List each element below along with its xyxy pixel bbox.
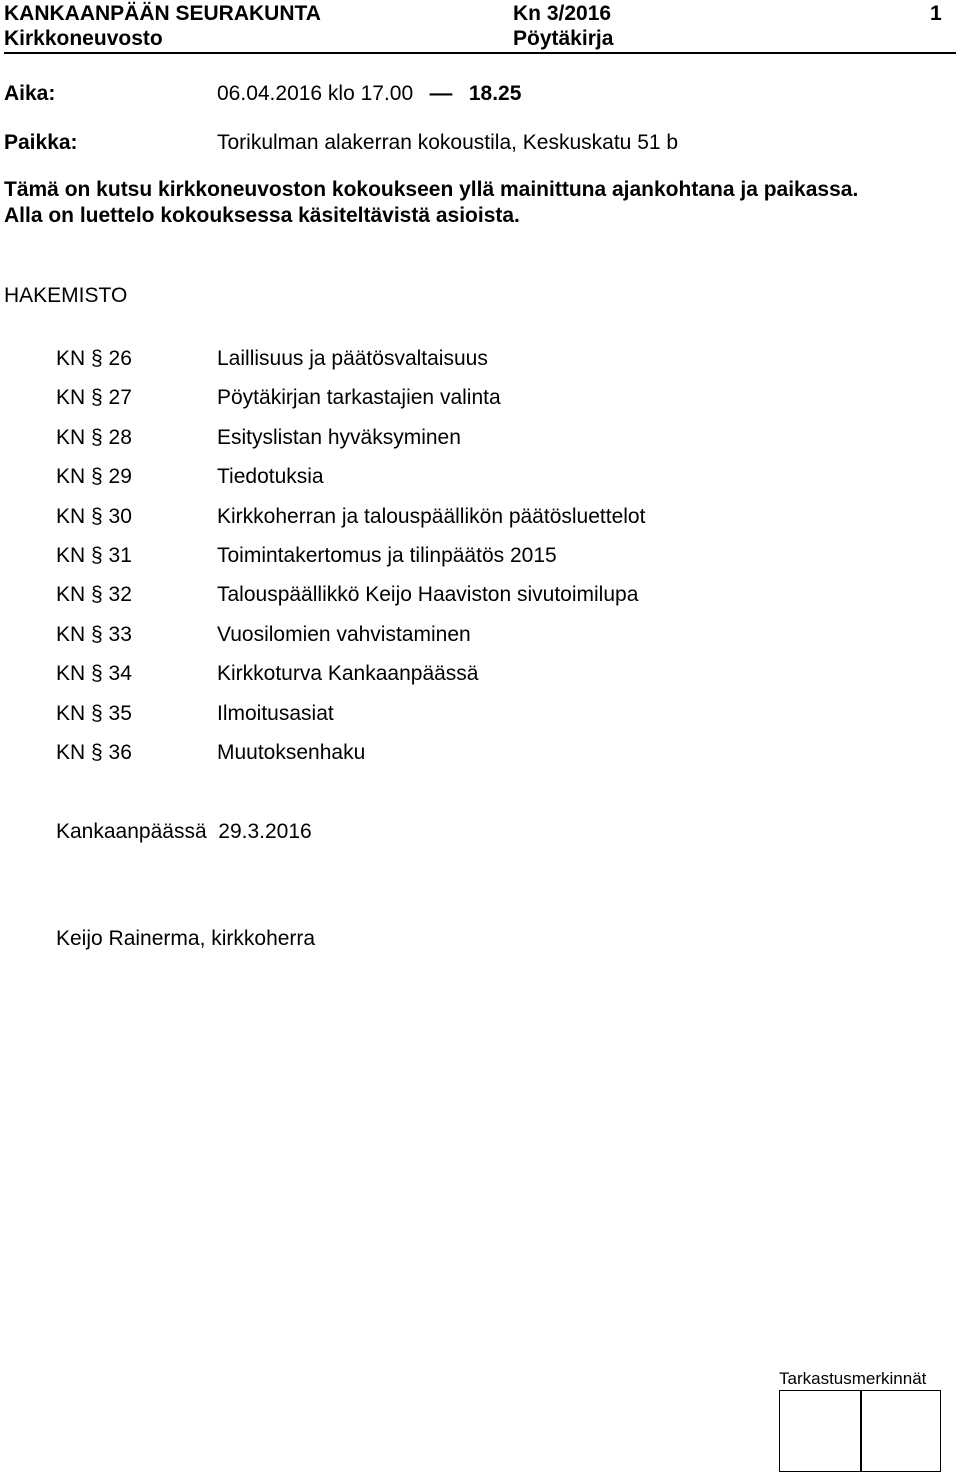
place-date: Kankaanpäässä 29.3.2016 bbox=[56, 820, 312, 843]
page-number: 1 bbox=[930, 2, 942, 25]
agenda-item-number: KN § 27 bbox=[56, 386, 132, 410]
agenda-item bbox=[56, 347, 936, 375]
index-heading: HAKEMISTO bbox=[4, 284, 128, 307]
time-end: 18.25 bbox=[468, 82, 522, 105]
agenda-item-title: Tiedotuksia bbox=[217, 465, 324, 489]
agenda-item bbox=[56, 583, 936, 611]
intro-line-2: Alla on luettelo kokouksessa käsiteltävistä asioista. bbox=[4, 204, 520, 227]
agenda-item bbox=[56, 505, 936, 533]
agenda-item-title: Muutoksenhaku bbox=[217, 741, 366, 764]
header-rule bbox=[4, 52, 956, 54]
agenda-item-title: Kirkkoturva Kankaanpäässä bbox=[217, 662, 479, 686]
agenda-item-number: KN § 32 bbox=[56, 583, 132, 607]
agenda-item-title: Toimintakertomus ja tilinpäätös 2015 bbox=[217, 544, 557, 567]
agenda-item bbox=[56, 741, 936, 769]
agenda-item-title: Talouspäällikkö Keijo Haaviston sivutoimilupa bbox=[217, 583, 639, 607]
agenda-item-title: Esityslistan hyväksyminen bbox=[217, 425, 461, 449]
agenda-item bbox=[56, 662, 936, 690]
agenda-item-number: KN § 29 bbox=[56, 465, 132, 489]
agenda-item-title: Pöytäkirjan tarkastajien valinta bbox=[217, 386, 501, 410]
agenda-item bbox=[56, 702, 936, 730]
agenda-item-title: Ilmoitusasiat bbox=[217, 701, 334, 725]
agenda-item-title: Kirkkoherran ja talouspäällikön päätösluettelot bbox=[217, 504, 646, 528]
agenda-item-number: KN § 33 bbox=[56, 622, 132, 646]
time-dash: – bbox=[428, 82, 454, 105]
agenda-item-number: KN § 31 bbox=[56, 544, 132, 567]
agenda-item bbox=[56, 623, 936, 651]
time-value bbox=[217, 82, 521, 106]
meeting-number: Kn 3/2016 bbox=[513, 2, 612, 25]
body-name: Kirkkoneuvosto bbox=[4, 27, 163, 50]
agenda-item-number: KN § 26 bbox=[56, 347, 132, 370]
agenda-item-number: KN § 28 bbox=[56, 425, 132, 449]
document-type: Pöytäkirja bbox=[513, 27, 614, 50]
time-start: 06.04.2016 klo 17.00 bbox=[217, 82, 414, 105]
agenda-item bbox=[56, 426, 936, 454]
agenda-item-number: KN § 36 bbox=[56, 741, 132, 764]
agenda-item-number: KN § 35 bbox=[56, 701, 132, 725]
agenda-item-number: KN § 34 bbox=[56, 662, 132, 686]
agenda-item bbox=[56, 544, 936, 572]
place-value: Torikulman alakerran kokoustila, Keskuskatu 51 b bbox=[217, 131, 679, 154]
agenda-item-title: Vuosilomien vahvistaminen bbox=[217, 622, 471, 646]
time-label: Aika: bbox=[4, 82, 56, 105]
signer: Keijo Rainerma, kirkkoherra bbox=[56, 927, 316, 950]
check-marks-boxes bbox=[779, 1390, 941, 1472]
agenda-item-title: Laillisuus ja päätösvaltaisuus bbox=[217, 347, 488, 370]
agenda-item bbox=[56, 465, 936, 493]
intro-line-1: Tämä on kutsu kirkkoneuvoston kokoukseen yllä mainittuna ajankohtana ja paikassa. bbox=[4, 178, 859, 201]
agenda-item-number: KN § 30 bbox=[56, 504, 132, 528]
check-marks-divider bbox=[860, 1391, 862, 1471]
place-label: Paikka: bbox=[4, 131, 78, 154]
check-marks-label: Tarkastusmerkinnät bbox=[779, 1369, 927, 1388]
agenda-item bbox=[56, 386, 936, 414]
organization-name: KANKAANPÄÄN SEURAKUNTA bbox=[4, 2, 321, 25]
